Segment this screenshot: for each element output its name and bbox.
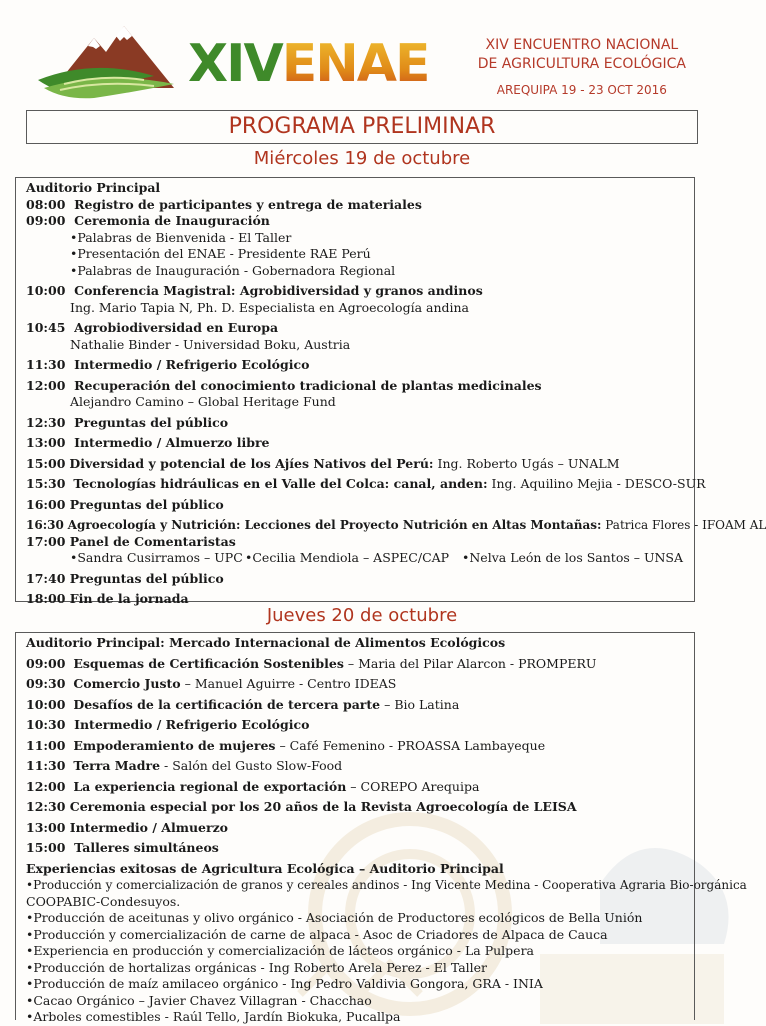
item-title: Preguntas del público <box>69 570 224 586</box>
item-time: 17:00 <box>26 533 66 549</box>
schedule-item <box>26 283 694 300</box>
item-title: Talleres simultáneos <box>74 840 219 855</box>
item-time: 15:00 <box>26 455 66 471</box>
page-title: PROGRAMA PRELIMINAR <box>26 110 698 144</box>
mountain-logo-icon <box>34 18 184 100</box>
item-speaker: Patrica Flores - IFOAM AL <box>605 518 766 532</box>
item-time: 10:30 <box>26 717 66 732</box>
item-title: Desafíos de la certificación de tercera parte <box>73 696 381 712</box>
item-time: 16:00 <box>26 496 66 512</box>
experience-item: •Producción de aceitunas y olivo orgánico - Asociación de Productores ecológicos de Bella Unión <box>26 910 643 925</box>
item-time: 10:45 <box>26 320 66 335</box>
item-title: Ceremonia de Inauguración <box>74 213 270 228</box>
schedule-item <box>26 517 766 534</box>
event-name-line1: XIV ENCUENTRO NACIONAL <box>485 37 679 53</box>
item-time: 12:00 <box>26 778 66 794</box>
experience-item: •Producción de maíz amilaceo orgánico - Ing Pedro Valdivia Gongora, GRA - INIA <box>26 976 543 991</box>
item-title: Conferencia Magistral: Agrobidiversidad y granos andinos <box>74 283 483 298</box>
schedule-item <box>26 435 694 452</box>
schedule-item <box>26 497 694 514</box>
item-title: Preguntas del público <box>74 414 229 430</box>
item-time: 12:30 <box>26 799 66 814</box>
item-speaker: – Maria del Pilar Alarcon - PROMPERU <box>347 655 597 671</box>
day2-program-box <box>15 632 747 1024</box>
item-title: Comercio Justo <box>73 676 181 691</box>
panelist: •Cecilia Mendiola – ASPEC/CAP <box>245 550 450 565</box>
item-title: Esquemas de Certificación Sostenibles <box>73 655 344 671</box>
panelist-list <box>26 550 694 567</box>
item-title: Terra Madre <box>73 758 161 773</box>
schedule-item <box>26 779 694 796</box>
schedule-item <box>26 197 694 214</box>
logo-enae: ENAE <box>281 34 429 94</box>
item-detail: Alejandro Camino – Global Heritage Fund <box>70 394 336 409</box>
logo-wordmark <box>188 34 429 94</box>
item-time: 10:00 <box>26 696 66 712</box>
item-time: 09:30 <box>26 676 66 691</box>
event-info <box>478 36 686 100</box>
schedule-item <box>26 320 694 337</box>
item-time: 13:00 <box>26 435 66 450</box>
schedule-item <box>26 840 694 857</box>
item-time: 17:40 <box>26 570 66 586</box>
item-time: 15:30 <box>26 476 66 491</box>
schedule-item <box>26 697 694 714</box>
schedule-item <box>26 476 706 493</box>
item-speaker: – COREPO Arequipa <box>350 778 480 794</box>
panelist: •Nelva León de los Santos – UNSA <box>462 550 684 565</box>
schedule-item <box>26 571 694 588</box>
experience-item: •Producción y comercialización de carne de alpaca - Asoc de Criadores de Alpaca de Cauca <box>26 926 608 942</box>
schedule-item <box>26 357 694 374</box>
schedule-item <box>26 676 694 693</box>
day1-program-box <box>15 177 766 606</box>
item-title: Preguntas del público <box>69 496 224 512</box>
day2-venue: Auditorio Principal: Mercado Internacional de Alimentos Ecológicos <box>26 635 506 650</box>
schedule-item <box>26 378 694 395</box>
item-time: 09:00 <box>26 213 66 228</box>
experience-item: •Producción de hortalizas orgánicas - Ing Roberto Arela Perez - El Taller <box>26 959 488 975</box>
logo-xiv: XIV <box>188 34 282 94</box>
item-detail: Ing. Mario Tapia N, Ph. D. Especialista en Agroecología andina <box>70 299 469 315</box>
item-time: 09:00 <box>26 655 66 671</box>
day1-heading: Miércoles 19 de octubre <box>253 148 471 169</box>
day1-venue: Auditorio Principal <box>26 180 161 195</box>
item-detail: Nathalie Binder - Universidad Boku, Austria <box>70 336 351 352</box>
event-name-line2: DE AGRICULTURA ECOLÓGICA <box>477 56 686 72</box>
item-time: 16:30 <box>26 518 64 532</box>
schedule-item <box>26 738 694 755</box>
page-header <box>0 0 724 105</box>
item-speaker: Ing. Aquilino Mejia - DESCO-SUR <box>491 476 706 491</box>
item-speaker: – Bio Latina <box>384 696 460 712</box>
item-time: 11:30 <box>26 758 66 773</box>
item-title: Fin de la jornada <box>69 591 189 606</box>
item-time: 10:00 <box>26 283 66 298</box>
experience-item: •Experiencia en producción y comercialización de lácteos orgánico - La Pulpera <box>26 943 535 958</box>
schedule-item <box>26 656 694 673</box>
item-title: Diversidad y potencial de los Ajíes Nativos del Perú: <box>69 455 434 471</box>
sub-item: •Presentación del ENAE - Presidente RAE Perú <box>70 246 371 261</box>
item-time: 11:00 <box>26 737 66 753</box>
schedule-item <box>26 820 694 837</box>
item-title: Agrobiodiversidad en Europa <box>74 320 279 335</box>
item-time: 12:00 <box>26 377 66 393</box>
item-time: 15:00 <box>26 840 66 855</box>
schedule-item <box>26 534 694 551</box>
schedule-item <box>26 456 694 473</box>
day2-heading: Jueves 20 de octubre <box>266 605 458 626</box>
item-title: Intermedio / Almuerzo <box>69 819 229 835</box>
experience-item: •Producción y comercialización de granos y cereales andinos - Ing Vicente Medina - Cooperativa Agraria Bio-orgánica <box>26 878 747 892</box>
item-time: 18:00 <box>26 591 66 606</box>
experience-item: COOPABIC-Condesuyos. <box>26 893 181 909</box>
sub-item: •Palabras de Bienvenida - El Taller <box>70 229 292 245</box>
item-title: Panel de Comentaristas <box>69 533 236 549</box>
sub-item: •Palabras de Inauguración - Gobernadora Regional <box>70 262 396 278</box>
experiences-title: Experiencias exitosas de Agricultura Ecológica – Auditorio Principal <box>26 860 504 876</box>
item-title: Ceremonia especial por los 20 años de la Revista Agroecología de LEISA <box>69 799 577 814</box>
experience-item: •Cacao Orgánico – Javier Chavez Villagran - Chacchao <box>26 992 372 1008</box>
item-speaker: - Salón del Gusto Slow-Food <box>164 758 343 773</box>
item-time: 12:30 <box>26 414 66 430</box>
item-speaker: – Manuel Aguirre - Centro IDEAS <box>184 676 397 691</box>
item-speaker: – Café Femenino - PROASSA Lambayeque <box>279 737 546 753</box>
item-speaker: Ing. Roberto Ugás – UNALM <box>437 455 620 471</box>
item-title: Agroecología y Nutrición: Lecciones del Proyecto Nutrición en Altas Montañas: <box>67 518 602 532</box>
item-title: Registro de participantes y entrega de materiales <box>74 196 422 212</box>
item-title: Intermedio / Refrigerio Ecológico <box>74 717 310 732</box>
item-title: Recuperación del conocimiento tradicional de plantas medicinales <box>74 377 542 393</box>
schedule-item <box>26 758 694 775</box>
item-title: Tecnologías hidráulicas en el Valle del Colca: canal, anden: <box>73 476 488 491</box>
item-title: Empoderamiento de mujeres <box>73 737 276 753</box>
schedule-item <box>26 717 694 734</box>
item-time: 08:00 <box>26 196 66 212</box>
item-title: Intermedio / Refrigerio Ecológico <box>74 357 310 372</box>
item-time: 11:30 <box>26 357 66 372</box>
item-title: La experiencia regional de exportación <box>73 778 347 794</box>
event-location-date: AREQUIPA 19 - 23 OCT 2016 <box>496 83 667 97</box>
schedule-item <box>26 415 694 432</box>
schedule-item <box>26 799 694 816</box>
experience-item: •Arboles comestibles - Raúl Tello, Jardín Biokuka, Pucallpa <box>26 1009 401 1024</box>
panelist: •Sandra Cusirramos – UPC <box>70 550 243 565</box>
item-time: 13:00 <box>26 819 66 835</box>
item-title: Intermedio / Almuerzo libre <box>74 435 270 450</box>
schedule-item <box>26 213 694 230</box>
